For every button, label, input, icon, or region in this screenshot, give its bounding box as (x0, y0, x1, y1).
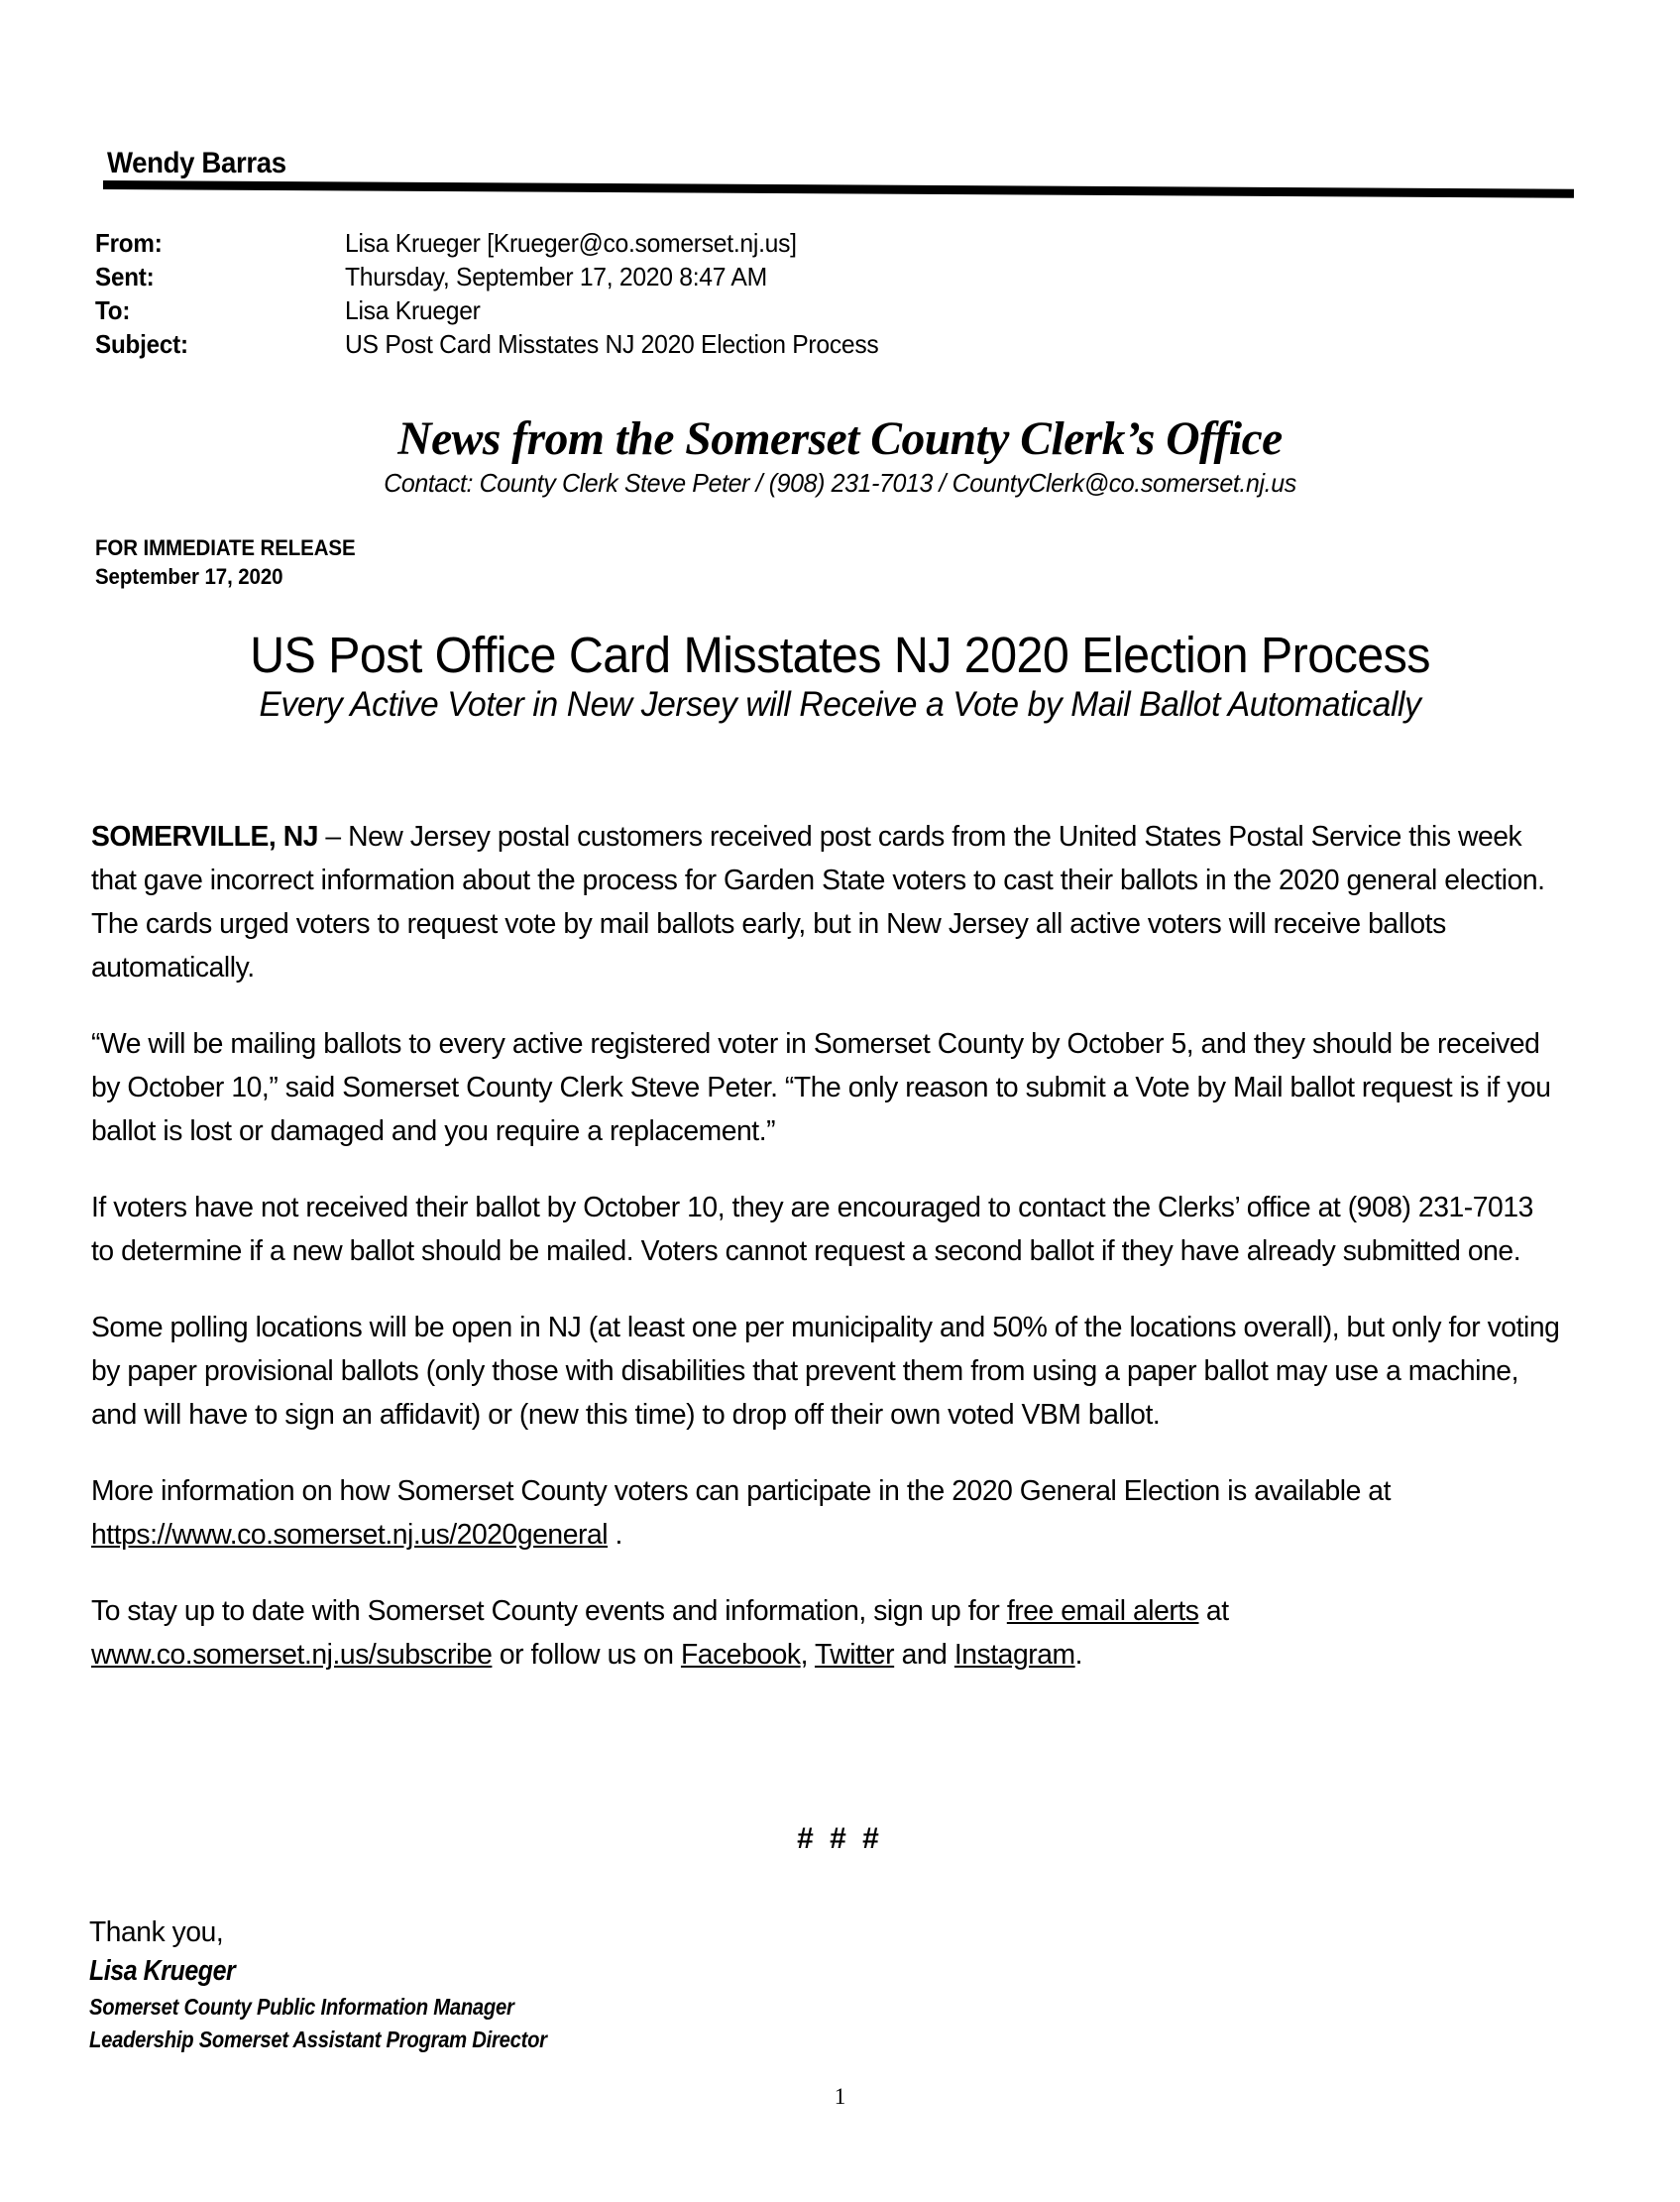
signature-title-secondary: Leadership Somerset Assistant Program Director (89, 2027, 547, 2052)
press-release-body (91, 815, 1598, 1709)
email-field-subject-label: Subject: (95, 329, 188, 359)
body-paragraph-6-mid4: and (894, 1639, 954, 1671)
document-owner-name: Wendy Barras (107, 147, 286, 179)
body-paragraph-4: Some polling locations will be open in NJ (at least one per municipality and 50% of the locations overall), but only for voting by paper provisional ballots (only those with disabilities that prevent them from using a paper ballot may use a machine, and will have to sign an affidavit) or (new this time) to drop off their own voted VBM ballot. (91, 1312, 1560, 1431)
press-release-subhead: Every Active Voter in New Jersey will Receive a Vote by Mail Ballot Automatically (259, 685, 1421, 725)
body-paragraph-6-mid3: , (800, 1639, 815, 1671)
email-field-to-label: To: (95, 295, 131, 325)
link-free-email-alerts[interactable]: free email alerts (1006, 1595, 1199, 1627)
release-date: September 17, 2020 (95, 564, 283, 590)
link-2020general[interactable]: https://www.co.somerset.nj.us/2020general (91, 1519, 609, 1551)
press-release-headline: US Post Office Card Misstates NJ 2020 Election Process (250, 627, 1430, 683)
body-paragraph-1 (91, 815, 1560, 989)
masthead-contact-line: Contact: County Clerk Steve Peter / (908) 231-7013 / CountyClerk@co.somerset.nj.us (384, 467, 1296, 498)
body-paragraph-2: “We will be mailing ballots to every active registered voter in Somerset County by October 5, and they should be received by October 10,” said Somerset County Clerk Steve Peter. “The only reason to submit a Vote by Mail ballot request is if you ballot is lost or damaged and you require a replacement.” (91, 1028, 1551, 1147)
headline-block (0, 627, 1680, 724)
body-paragraph-6 (91, 1589, 1560, 1677)
newsletter-masthead (0, 414, 1680, 499)
release-notice-block (95, 533, 375, 591)
body-paragraph-5-before: More information on how Somerset County voters can participate in the 2020 General Election is available at (91, 1475, 1391, 1507)
signature-name: Lisa Krueger (89, 1955, 236, 1987)
body-paragraph-5-after: . (608, 1519, 622, 1551)
email-signature-block (89, 1913, 610, 2056)
email-field-from (95, 226, 1483, 260)
link-twitter[interactable]: Twitter (814, 1639, 895, 1671)
header-divider-rule (103, 180, 1574, 198)
page-number-footer: 1 (834, 2084, 846, 2109)
press-release-end-marker: # # # (797, 1822, 883, 1855)
email-field-sent-label: Sent: (95, 262, 155, 291)
email-field-from-label: From: (95, 228, 163, 258)
email-field-subject-value: US Post Card Misstates NJ 2020 Election Process (345, 329, 879, 359)
body-paragraph-6-before: To stay up to date with Somerset County events and information, sign up for (91, 1595, 1007, 1627)
email-field-sent-value: Thursday, September 17, 2020 8:47 AM (345, 262, 767, 291)
email-header-fields (95, 226, 1483, 361)
email-field-from-value: Lisa Krueger [Krueger@co.somerset.nj.us] (345, 228, 797, 258)
body-paragraph-5 (91, 1469, 1560, 1557)
masthead-title: News from the Somerset County Clerk’s Office (397, 412, 1283, 465)
link-subscribe[interactable]: www.co.somerset.nj.us/subscribe (91, 1639, 493, 1671)
signature-salutation: Thank you, (89, 1916, 224, 1948)
body-paragraph-6-mid2: or follow us on (492, 1639, 681, 1671)
signature-title-primary: Somerset County Public Information Manager (89, 1994, 514, 2020)
email-field-subject (95, 327, 1483, 361)
email-field-to (95, 293, 1483, 327)
email-field-sent (95, 260, 1483, 293)
body-paragraph-3: If voters have not received their ballot by October 10, they are encouraged to contact the Clerks’ office at (908) 231-7013 to determine if a new ballot should be mailed. Voters cannot request a second ballot if they have already submitted one. (91, 1192, 1533, 1267)
immediate-release-label: FOR IMMEDIATE RELEASE (95, 535, 356, 560)
link-instagram[interactable]: Instagram (953, 1639, 1075, 1671)
body-paragraph-6-mid1: at (1198, 1595, 1229, 1627)
body-paragraph-6-after: . (1074, 1639, 1083, 1671)
dateline: SOMERVILLE, NJ (91, 821, 319, 853)
body-paragraph-1-text: – New Jersey postal customers received post cards from the United States Postal Service this week that gave incorrect information about the process for Garden State voters to cast their ballots in the 2020 general election. The cards urged voters to request vote by mail ballots early, but in New Jersey all active voters will receive ballots automatically. (91, 821, 1545, 984)
link-facebook[interactable]: Facebook (680, 1639, 801, 1671)
email-field-to-value: Lisa Krueger (345, 295, 481, 325)
